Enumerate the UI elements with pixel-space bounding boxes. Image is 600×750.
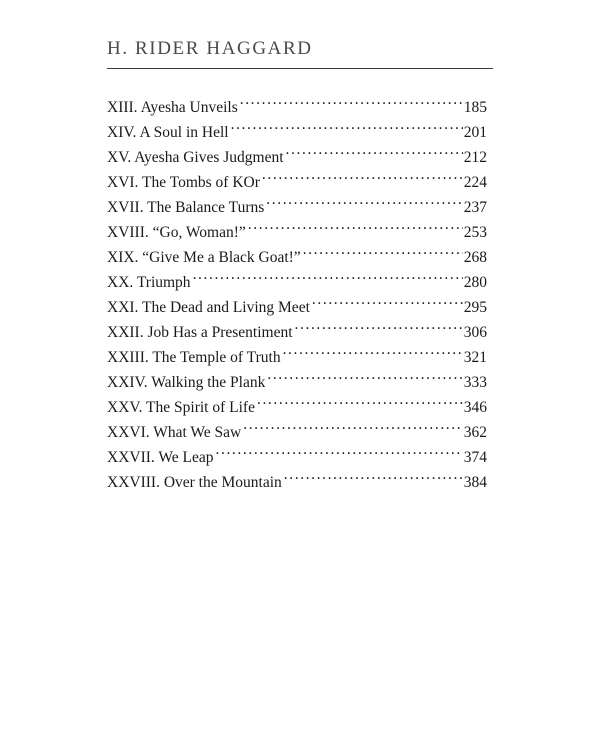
toc-dot-leader: [267, 362, 462, 387]
toc-dot-leader: [243, 412, 463, 437]
toc-entry-page: 333: [463, 374, 487, 391]
header-rule: [107, 68, 493, 69]
toc-entry-title: XXI. The Dead and Living Meet: [107, 299, 310, 316]
toc-entry-title: XXVI. What We Saw: [107, 424, 242, 441]
toc-dot-leader: [262, 162, 463, 187]
toc-entry[interactable]: [107, 87, 487, 116]
toc-dot-leader: [283, 337, 463, 362]
toc-entry-page: 384: [463, 474, 487, 491]
toc-entry-page: 268: [463, 249, 487, 266]
toc-dot-leader: [240, 87, 463, 112]
toc-entry-page: 306: [463, 324, 487, 341]
toc-entry-title: XXVII. We Leap: [107, 449, 214, 466]
toc-entry-page: 280: [463, 274, 487, 291]
toc-entry-title: XXVIII. Over the Mountain: [107, 474, 282, 491]
toc-dot-leader: [216, 437, 463, 462]
toc-dot-leader: [303, 237, 463, 262]
toc-entry-title: XV. Ayesha Gives Judgment: [107, 149, 284, 166]
toc-entry-title: XXIV. Walking the Plank: [107, 374, 266, 391]
toc-entry-page: 212: [463, 149, 487, 166]
toc-entry-page: 201: [463, 124, 487, 141]
toc-entry-title: XXIII. The Temple of Truth: [107, 349, 281, 366]
toc-dot-leader: [266, 187, 462, 212]
toc-dot-leader: [231, 112, 463, 137]
toc-entry-page: 237: [463, 199, 487, 216]
toc-entry-page: 185: [463, 99, 487, 116]
toc-dot-leader: [286, 137, 463, 162]
toc-dot-leader: [257, 387, 463, 412]
toc-dot-leader: [312, 287, 463, 312]
toc-entry-title: XIV. A Soul in Hell: [107, 124, 229, 141]
toc-entry-page: 253: [463, 224, 487, 241]
toc-entry-title: XVIII. “Go, Woman!”: [107, 224, 246, 241]
toc-entry-page: 321: [463, 349, 487, 366]
toc-dot-leader: [193, 262, 463, 287]
toc-dot-leader: [295, 312, 463, 337]
toc-entry-title: XX. Triumph: [107, 274, 191, 291]
running-head: H. RIDER HAGGARD: [107, 38, 313, 59]
toc-entry-title: XIX. “Give Me a Black Goat!”: [107, 249, 301, 266]
table-of-contents: [107, 87, 487, 491]
toc-entry-page: 374: [463, 449, 487, 466]
toc-entry-title: XVII. The Balance Turns: [107, 199, 265, 216]
toc-entry-page: 362: [463, 424, 487, 441]
toc-entry-page: 346: [463, 399, 487, 416]
toc-entry-title: XVI. The Tombs of KOr: [107, 174, 260, 191]
toc-entry-page: 224: [463, 174, 487, 191]
toc-dot-leader: [248, 212, 463, 237]
toc-entry-title: XIII. Ayesha Unveils: [107, 99, 238, 116]
toc-entry-title: XXII. Job Has a Presentiment: [107, 324, 293, 341]
toc-entry-page: 295: [463, 299, 487, 316]
toc-dot-leader: [284, 462, 463, 487]
toc-entry-title: XXV. The Spirit of Life: [107, 399, 255, 416]
